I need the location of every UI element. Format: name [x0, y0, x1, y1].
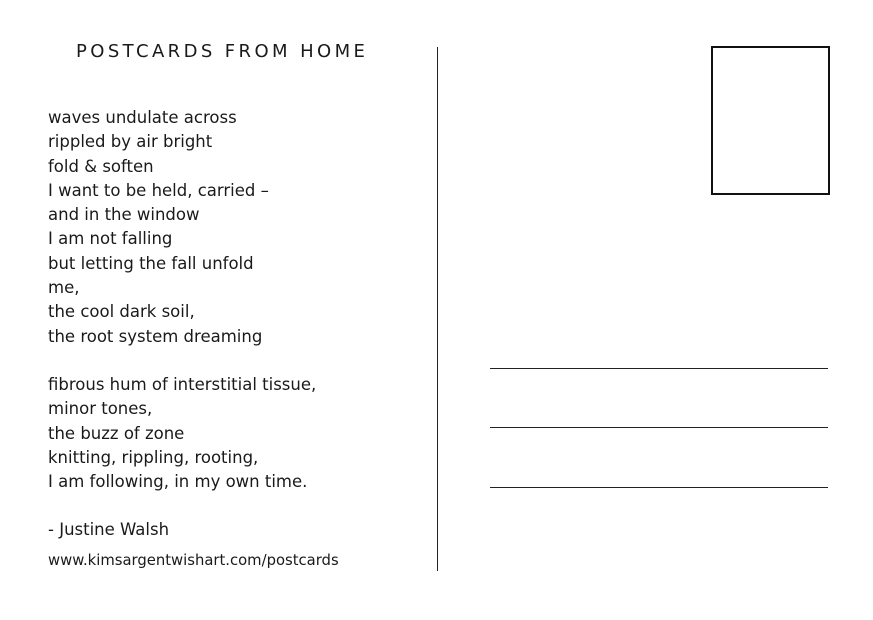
address-line-2 — [490, 427, 828, 428]
poem-line: I am following, in my own time. — [48, 472, 308, 492]
poem-line: waves undulate across — [48, 108, 237, 127]
postcard-title: POSTCARDS FROM HOME — [76, 41, 369, 62]
poem-line: and in the window — [48, 205, 200, 225]
poem-attribution: - Justine Walsh — [48, 520, 170, 539]
poem-line: the root system dreaming — [48, 326, 263, 346]
stamp-box — [711, 46, 830, 195]
poem-line: the cool dark soil, — [48, 302, 195, 322]
poem-line: but letting the fall unfold — [48, 253, 254, 273]
poem-line: I am not falling — [48, 229, 173, 249]
poem-line: fold & soften — [48, 156, 154, 176]
poem-line: rippled by air bright — [48, 132, 213, 152]
stanza-gap — [48, 349, 418, 373]
website-link[interactable]: www.kimsargentwishart.com/postcards — [48, 552, 339, 569]
poem-line: knitting, rippling, rooting, — [48, 447, 259, 467]
poem-line: minor tones, — [48, 399, 153, 419]
address-line-3 — [490, 487, 828, 488]
poem-line: fibrous hum of interstitial tissue, — [48, 374, 317, 394]
poem-line: I want to be held, carried – — [48, 180, 269, 200]
address-line-1 — [490, 368, 828, 369]
center-divider — [437, 47, 438, 571]
poem-line: me, — [48, 278, 80, 298]
poem-line: the buzz of zone — [48, 423, 185, 443]
poem — [48, 106, 418, 494]
